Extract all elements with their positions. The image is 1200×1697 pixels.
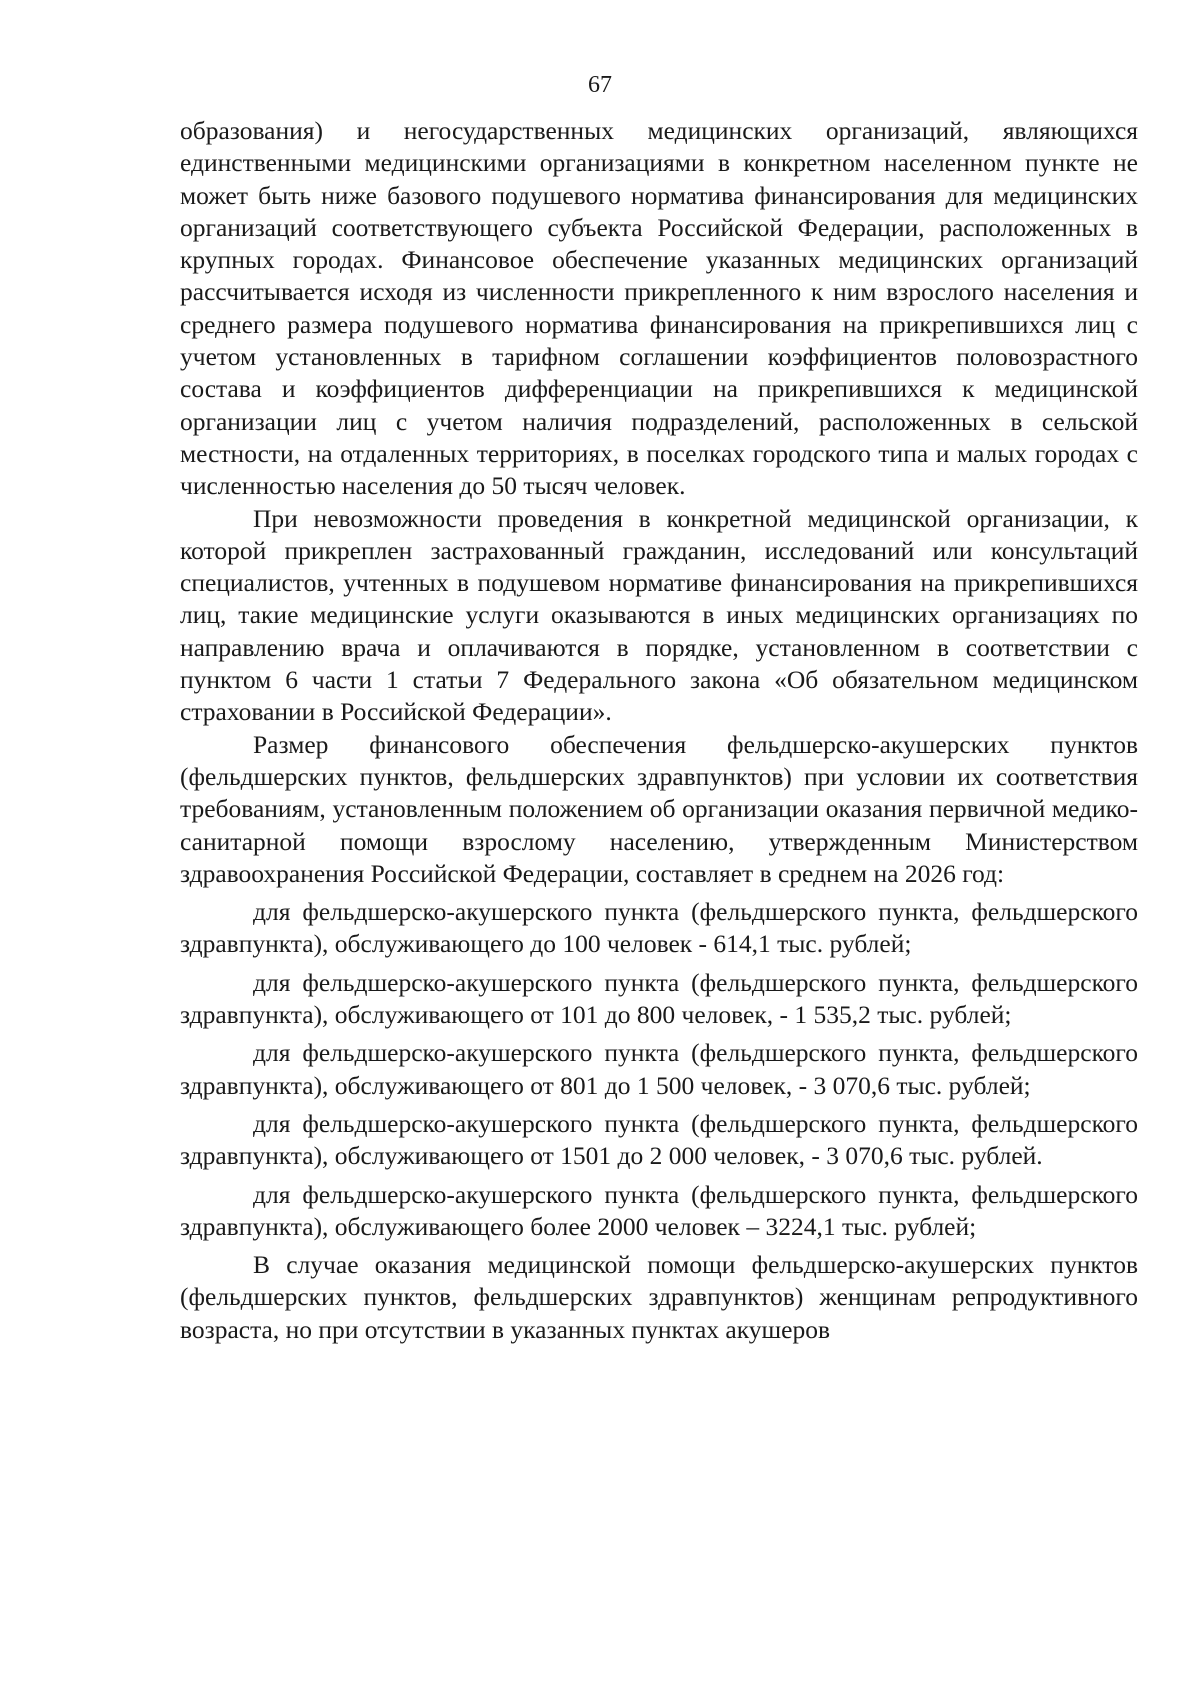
paragraph-reproductive-age: В случае оказания медицинской помощи фельдшерско-акушерских пунктов (фельдшерских пунктов, фельдшерских здравпунктов) женщинам репродуктивного возраста, но при отсутствии в указанных пунктах акушеров — [180, 1250, 1138, 1344]
paragraph-fap-funding: Размер финансового обеспечения фельдшерско-акушерских пунктов (фельдшерских пунктов, фельдшерских здравпунктов) при условии их соответствия требованиям, установленным положением об организации оказания первичной медико-санитарной помощи взрослому населению, утвержденным Министерством здравоохранения Российской Федерации, составляет в среднем на 2026 год: — [180, 729, 1138, 888]
page-number: 67 — [588, 72, 612, 98]
document-body — [180, 115, 1138, 1346]
list-item-fap-801-1500: для фельдшерско-акушерского пункта (фельдшерского пункта, фельдшерского здравпункта), обслуживающего от 801 до 1 500 человек, - 3 070,6 тыс. рублей; — [180, 1038, 1138, 1100]
list-item-fap-1501-2000: для фельдшерско-акушерского пункта (фельдшерского пункта, фельдшерского здравпункта), обслуживающего от 1501 до 2 000 человек, - 3 070,6 тыс. рублей. — [180, 1108, 1138, 1171]
paragraph-continuation: образования) и негосударственных медицинских организаций, являющихся единственными медицинскими организациями в конкретном населенном пункте не может быть ниже базового подушевого норматива финансирования для медицинских организаций соответствующего субъекта Российской Федерации, расположенных в крупных городах. Финансовое обеспечение указанных медицинских организаций рассчитывается исходя из численности прикрепленного к ним взрослого населения и среднего размера подушевого норматива финансирования на прикрепившихся лиц с учетом установленных в тарифном соглашении коэффициентов половозрастного состава и коэффициентов дифференциации на прикрепившихся к медицинской организации лиц с учетом наличия подразделений, расположенных в сельской местности, на отдаленных территориях, в поселках городского типа и малых городах с численностью населения до 50 тысяч человек. — [180, 116, 1138, 501]
paragraph-referral: При невозможности проведения в конкретной медицинской организации, к которой прикреплен застрахованный гражданин, исследований или консультаций специалистов, учтенных в подушевом нормативе финансирования на прикрепившихся лиц, такие медицинские услуги оказываются в иных медицинских организациях по направлению врача и оплачиваются в порядке, установленном в соответствии с пунктом 6 части 1 статьи 7 Федерального закона «Об обязательном медицинском страховании в Российской Федерации». — [180, 503, 1138, 727]
list-item-fap-over-2000: для фельдшерско-акушерского пункта (фельдшерского пункта, фельдшерского здравпункта), обслуживающего более 2000 человек – 3224,1 тыс. рублей; — [180, 1179, 1138, 1241]
list-item-fap-up-to-100: для фельдшерско-акушерского пункта (фельдшерского пункта, фельдшерского здравпункта), обслуживающего до 100 человек - 614,1 тыс. рублей; — [180, 897, 1138, 959]
list-item-fap-101-800: для фельдшерско-акушерского пункта (фельдшерского пункта, фельдшерского здравпункта), обслуживающего от 101 до 800 человек, - 1 535,2 тыс. рублей; — [180, 967, 1138, 1030]
